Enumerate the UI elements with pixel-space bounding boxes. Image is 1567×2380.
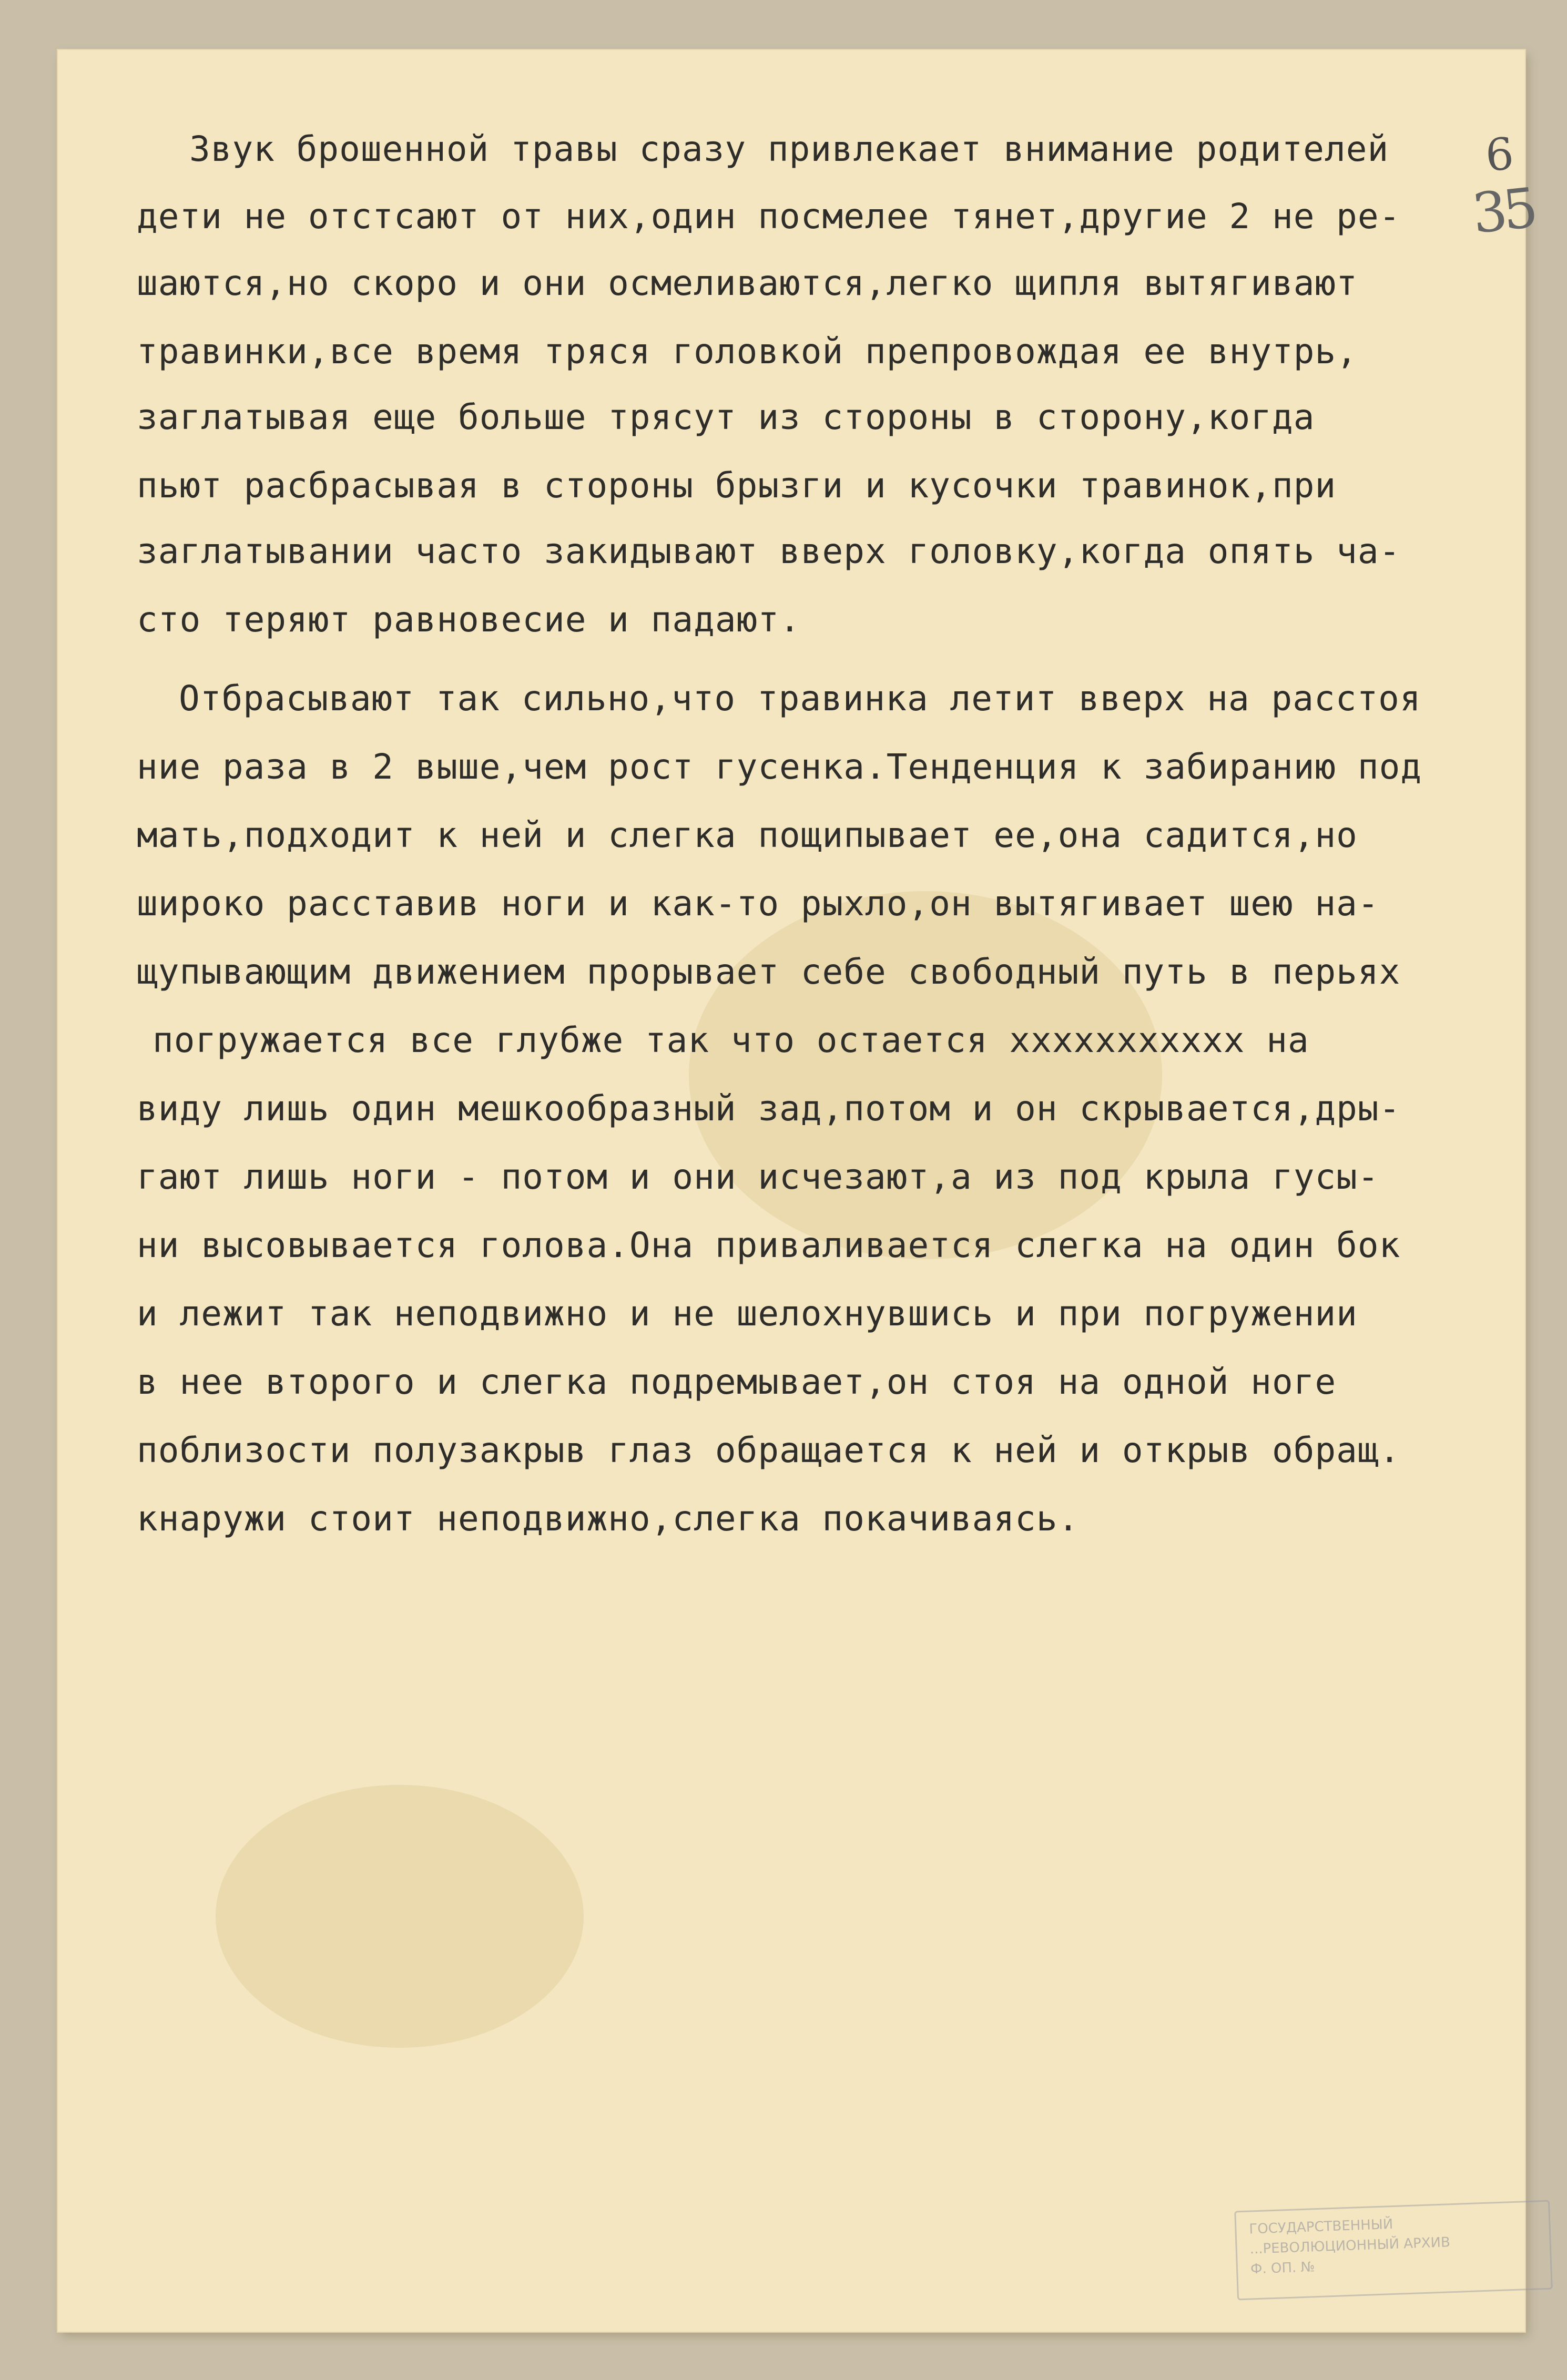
stamp-line: ГОСУДАРСТВЕННЫЙ [1248, 2216, 1393, 2238]
text-line: шаются,но скоро и они осмеливаются,легко щипля вытягивают [137, 263, 1358, 303]
text-line: гают лишь ноги - потом и они исчезают,а из под крыла гусы- [137, 1157, 1379, 1197]
typed-text [58, 50, 1525, 2332]
text-line: ни высовывается голова.Она приваливается слегка на один бок [137, 1225, 1401, 1265]
text-line: сто теряют равновесие и падают. [137, 599, 801, 640]
text-line: кнаружи стоит неподвижно,слегка покачиваясь. [137, 1498, 1080, 1539]
text-line: травинки,все время тряся головкой препровождая ее внутрь, [137, 331, 1358, 372]
text-line: и лежит так неподвижно и не шелохнувшись и при погружении [137, 1293, 1358, 1334]
document-sheet [58, 50, 1537, 2332]
stamp-line: Ф. ОП. № [1250, 2259, 1316, 2277]
text-line: поблизости полузакрыв глаз обращается к ней и открыв обращ. [137, 1430, 1401, 1470]
text-line: широко расставив ноги и как-то рыхло,он вытягивает шею на- [137, 883, 1379, 924]
text-line: щупывающим движением прорывает себе свободный путь в перьях [137, 952, 1401, 992]
text-line: ние раза в 2 выше,чем рост гусенка.Тенденция к забиранию под [137, 747, 1422, 787]
stamp-line: ...РЕВОЛЮЦИОННЫЙ АРХИВ [1249, 2234, 1451, 2258]
text-line: мать,подходит к ней и слегка пощипывает ее,она садится,но [137, 815, 1358, 855]
text-line: в нее второго и слегка подремывает,он стоя на одной ноге [137, 1362, 1337, 1402]
archive-stamp [1234, 2200, 1553, 2301]
text-line: Отбрасывают так сильно,что травинка летит вверх на расстоя [179, 678, 1421, 719]
text-line: Звук брошенной травы сразу привлекает внимание родителей [189, 129, 1389, 169]
text-line: виду лишь один мешкообразный зад,потом и он скрывается,дры- [137, 1088, 1401, 1129]
text-line: заглатывании часто закидывают вверх головку,когда опять ча- [137, 531, 1401, 571]
text-line: заглатывая еще больше трясут из стороны в сторону,когда [137, 397, 1315, 437]
text-line: погружается все глубже так что остается ххххххххххх на [152, 1020, 1309, 1060]
text-line: дети не отстсают от них,один посмелее тянет,другие 2 не ре- [137, 196, 1401, 237]
text-line: пьют расбрасывая в стороны брызги и кусочки травинок,при [137, 465, 1337, 506]
page-number-crossed: 35 [1469, 176, 1537, 246]
page-number: 6 [1483, 128, 1515, 181]
